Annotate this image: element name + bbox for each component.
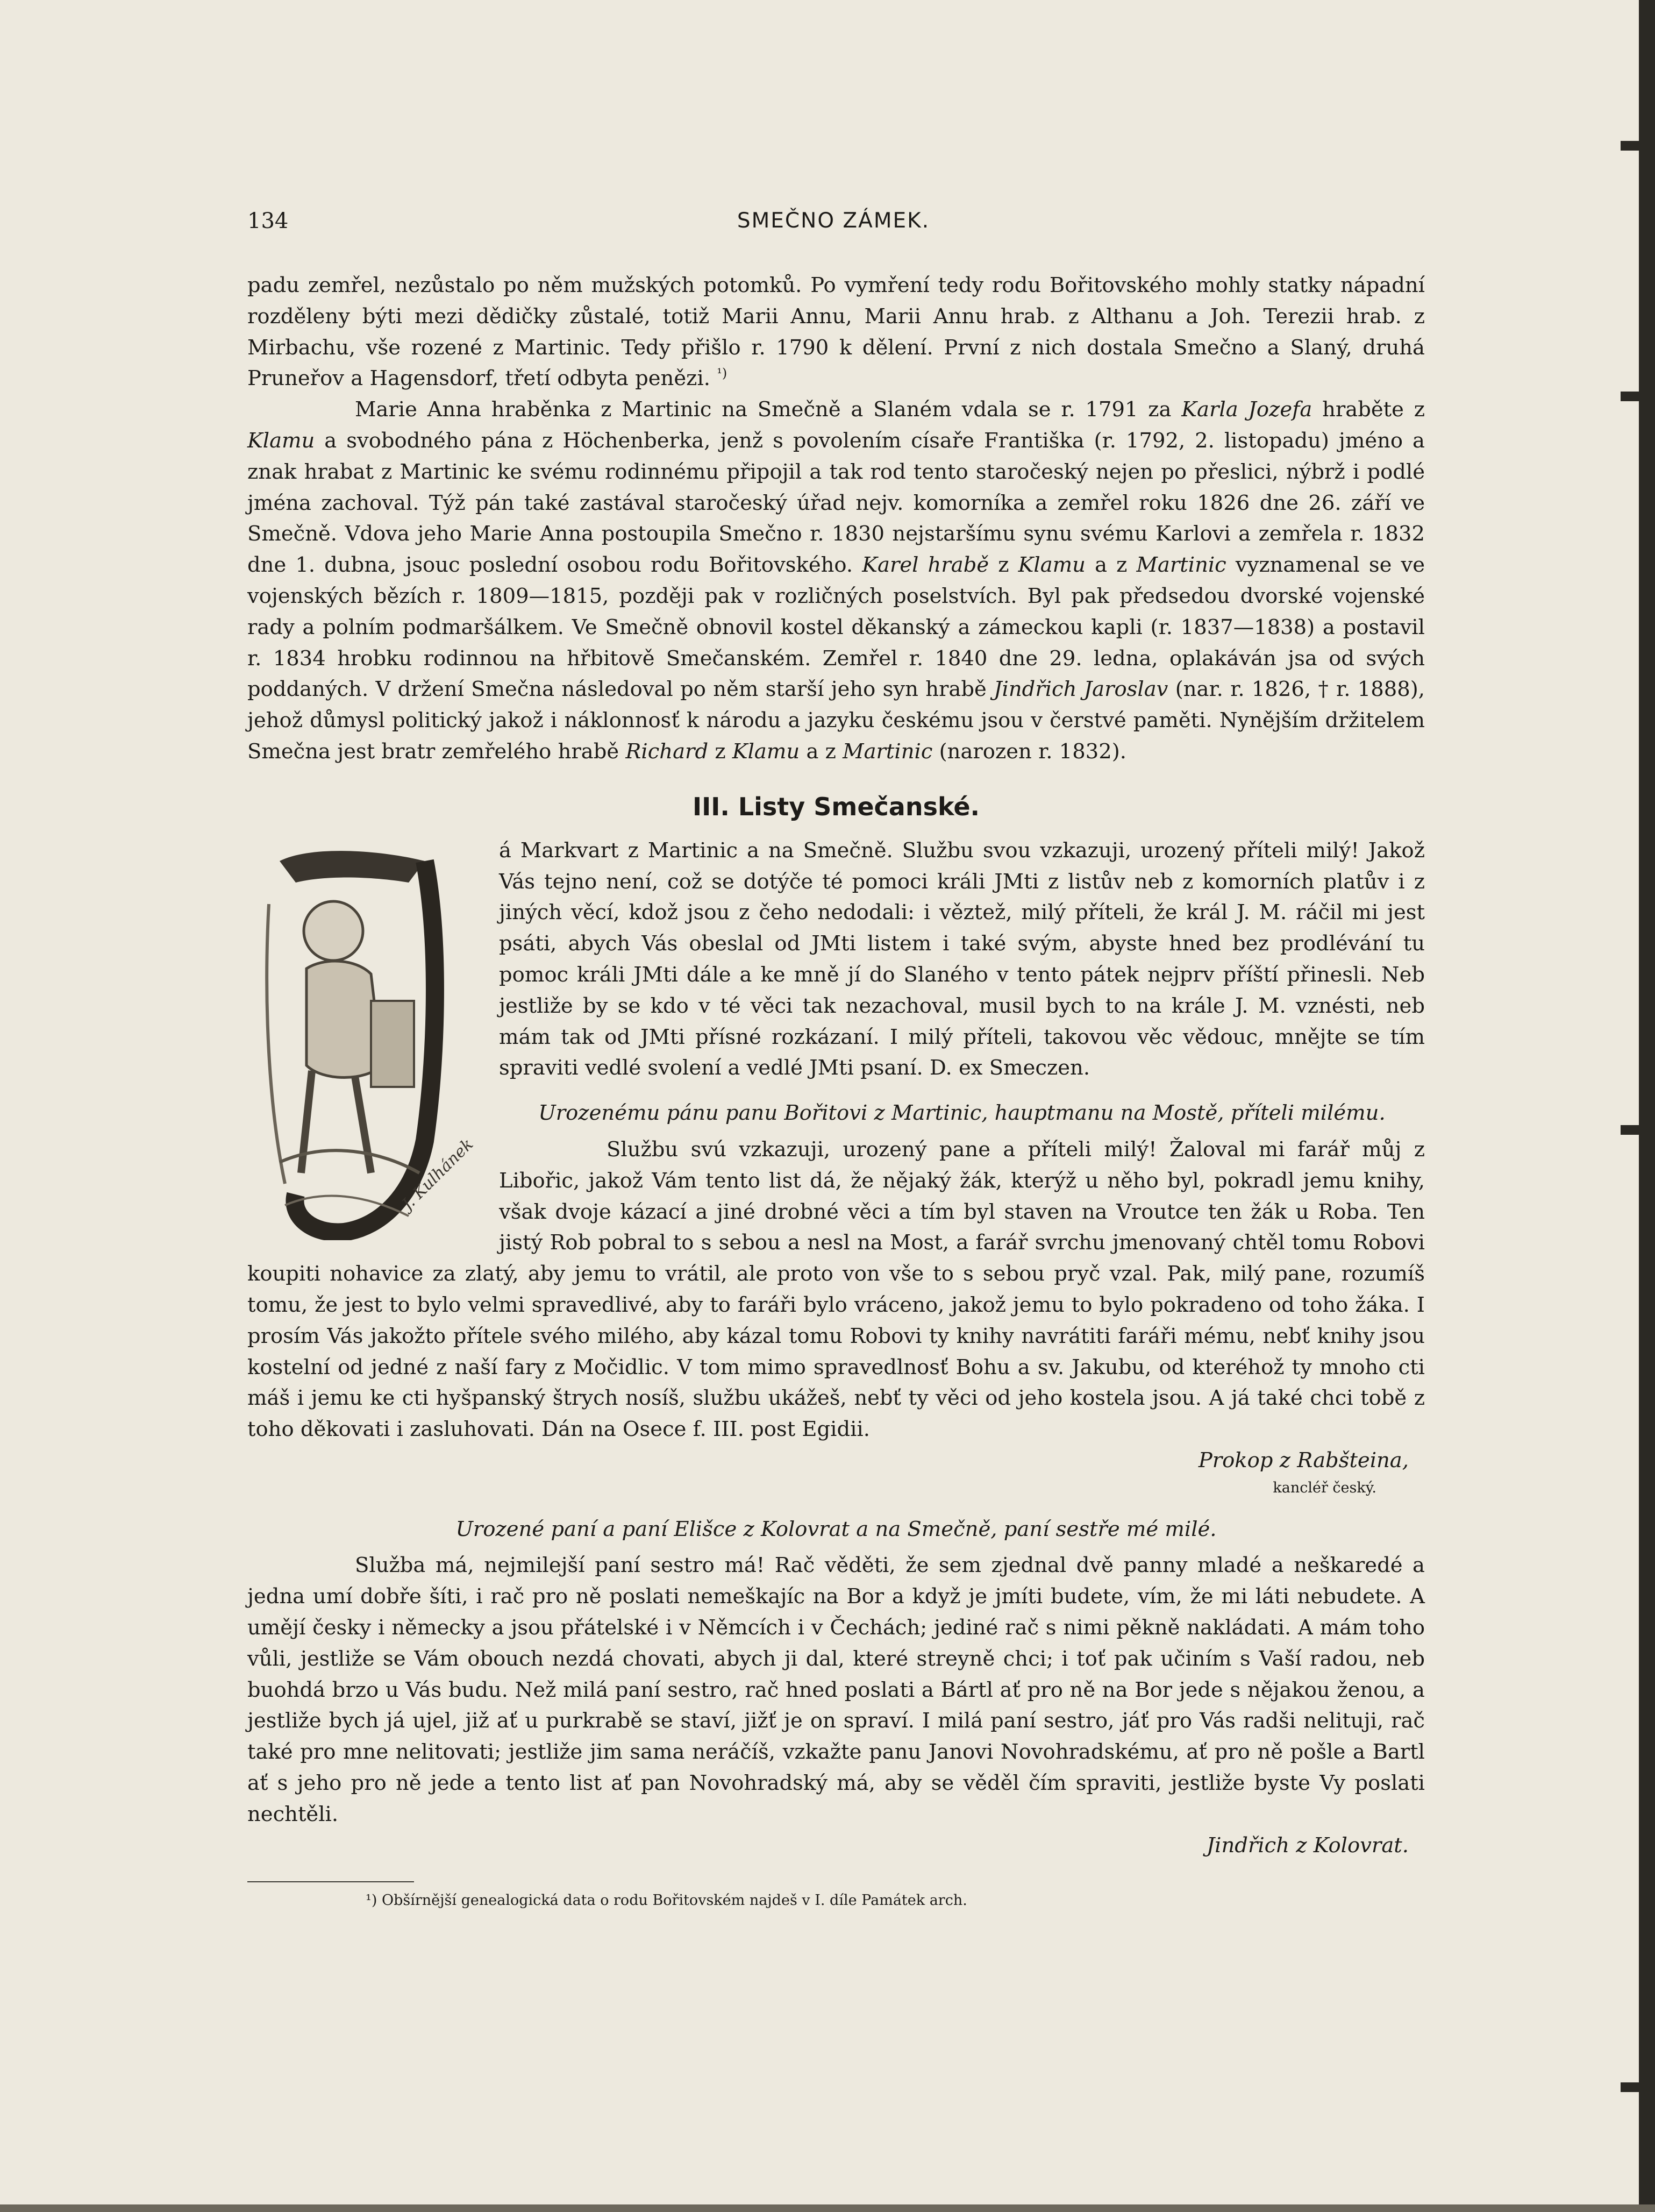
italic-name: Klamu — [247, 428, 315, 453]
paragraph-text: Marie Anna hraběnka z Martinic na Smečně a Slaném vdala se r. 1791 za — [355, 397, 1182, 422]
section-title: III. Listy Smečanské. — [692, 792, 980, 821]
paragraph-intro-1 — [247, 270, 1425, 394]
italic-name: Karla Jozefa — [1181, 397, 1312, 422]
signature-title: kancléř český. — [1273, 1479, 1376, 1496]
scan-marker — [1621, 1125, 1639, 1135]
scan-edge-bottom — [0, 2204, 1655, 2212]
running-title: SMEČNO ZÁMEK. — [737, 209, 930, 233]
scan-marker — [1621, 2082, 1639, 2092]
paragraph-text: z — [708, 739, 732, 764]
page-body — [247, 270, 1425, 1911]
italic-name: Klamu — [732, 739, 800, 764]
paragraph-text: a z — [1085, 553, 1137, 578]
italic-name: Richard — [625, 739, 709, 764]
letter-2-text: Službu svú vzkazuji, urozený pane a příteli milý! Žaloval mi farář můj z Libořic, jakož Vám tento list dá, že nějaký žák, kterýž u něho byl, pokradl jemu knihy, však dvoje kázací a jiné drobné věci a tím byl staven na Vroutce ten žák u Roba. Ten jistý Rob pobral to s sebou a nesl na Most, a farář svrchu jmenovaný chtěl tomu Robovi koupiti nohavice za zlatý, aby jemu to vrátil, ale proto von vše to s sebou pryč vzal. Pak, milý pane, rozumíš tomu, že jest to bylo velmi spravedlivé, aby to faráři bylo vráceno, jakož jemu to bylo pokradeno od toho žáka. I prosím Vás jakožto přítele svého milého, aby kázal tomu Robovi ty knihy navrátiti faráři mému, nebť knihy jsou kostelní od jedné z naší fary z Močidlic. V tom mimo spravedlnosť Bohu a sv. Jakubu, od kteréhož ty mnoho cti máš i jemu ke cti hyšpanský štrych nosíš, službu ukážeš, nebť ty věci od jeho kostela jsou. A já také chci tobě z toho děkovati i zasluhovati. Dán na Osece f. III. post Egidii. — [247, 1137, 1425, 1442]
scan-edge-right — [1639, 0, 1655, 2212]
footnote-text: Obšírnější genealogická data o rodu Bořitovském najdeš v I. díle Památek arch. — [381, 1892, 967, 1909]
letter-2-heading: Urozenému pánu panu Bořitovi z Martinic, hauptmanu na Mostě, příteli milému. — [538, 1101, 1386, 1126]
italic-name: Martinic — [1136, 553, 1226, 578]
signature-prokop: Prokop z Rabšteina, — [1198, 1448, 1409, 1473]
paragraph-text: (narozen r. 1832). — [932, 739, 1126, 764]
page-number: 134 — [247, 209, 289, 233]
italic-name: Klamu — [1018, 553, 1086, 578]
footnote-rule — [247, 1881, 414, 1882]
signature-jindrich: Jindřich z Kolovrat. — [1206, 1833, 1409, 1858]
decorated-initial-J-icon — [247, 840, 484, 1240]
artist-signature: J. Kulhánek — [398, 1135, 477, 1214]
paragraph-text: vyznamenal se ve vojenských bězích r. 1809—1815, později pak v rozličných poselstvích. Byl pak předsedou dvorské vojenské rady a polním podmaršálkem. Ve Smečně obnovil kostel děkanský a zámeckou kapli (r. 1837—1838) a postavil r. 1834 hrobku rodinnou na hřbitově Smečanském. Zemřel r. 1840 dne 29. ledna, oplakáván jsa od svých poddaných. V držení Smečna následoval po něm starší jeho syn hrabě — [247, 553, 1425, 702]
paragraph-text: (nar. r. 1826, † r. 1888), jehož důmysl politický jakož i náklonnosť k národu a jazyku českému jsou v čerstvé paměti. Nynějším držitelem Smečna jest bratr zemřelého hrabě — [247, 677, 1425, 764]
letter-3-text: Služba má, nejmilejší paní sestro má! Rač věděti, že sem zjednal dvě panny mladé a neškaredé a jedna umí dobře šíti, i rač pro ně poslati nemeškajíc na Bor a když je jmíti budete, vím, že mi láti nebudete. A umějí česky i německy a jsou přátelské i v Němcích i v Čechách; jediné rač s nimi pěkně nakládati. A mám toho vůli, jestliže se Vám obouch nezdá chovati, abych ji dal, které streyně chci; i toť pak učiním s Vaší radou, neb buohdá brzo u Vás budu. Než milá paní sestro, rač hned poslati a Bártl ať pro ně na Bor jede s nějakou ženou, a jestliže bych já ujel, již ať u purkrabě se staví, jižť je on spraví. I milá paní sestro, jáť pro Vás radši nelituji, rač také pro mne nelitovati; jestliže jim sama neráčíš, vzkažte panu Janovi Novohradskému, ať pro ně pošle a Bartl ať s jeho pro ně jede a tento list ať pan Novohradský má, aby se věděl čím spraviti, jestliže byste Vy poslati nechtěli. — [247, 1553, 1425, 1826]
footnote — [247, 1890, 1425, 1911]
italic-name: Jindřich Jaroslav — [994, 677, 1168, 702]
page-header — [247, 209, 1419, 241]
scan-marker — [1621, 392, 1639, 401]
paragraph-text: a svobodného pána z Höchenberka, jenž s povolením císaře Františka (r. 1792, 2. listopadu) jméno a znak hrabat z Martinic ke svému rodinnému připojil a tak rod tento staročeský nejen po přeslici, nýbrž i podlé jména zachoval. Týž pán také zastával staročeský úřad nejv. komorníka a zemřel roku 1826 dne 26. září ve Smečně. Vdova jeho Marie Anna postoupila Smečno r. 1830 nejstaršímu synu svému Karlovi a zemřela r. 1832 dne 1. dubna, jsouc poslední osobou rodu Bořitovského. — [247, 428, 1425, 578]
letter-1 — [247, 835, 1425, 1445]
paragraph-text: a z — [800, 739, 843, 764]
footnote-mark: ¹) — [366, 1892, 377, 1909]
paragraph-text: padu zemřel, nezůstalo po něm mužských potomků. Po vymření tedy rodu Bořitovského mohly statky nápadní rozděleny býti mezi dědičky zůstalé, totiž Marii Annu, Marii Annu hrab. z Althanu a Joh. Terezii hrab. z Mirbachu, vše rozené z Martinic. Tedy přišlo r. 1790 k dělení. První z nich dostala Smečno a Slaný, druhá Pruneřov a Hagensdorf, třetí odbyta penězi. — [247, 273, 1425, 391]
letter-3-heading: Urozené paní a paní Elišce z Kolovrat a na Smečně, paní sestře mé milé. — [455, 1517, 1217, 1541]
letter-1-text: á Markvart z Martinic a na Smečně. Službu svou vzkazuji, urozený příteli milý! Jakož Vás tejno není, což se dotýče té pomoci králi JMti z listův neb z komorních platův i z jiných věcí, kdož jsou z čeho nedodali: i věztež, milý příteli, že král J. M. ráčil mi jest psáti, abych Vás obeslal od JMti listem i také svým, abyste hned bez prodlévání tu pomoc králi JMti dále a ke mně jí do Slaného v tento pátek nejprv příští přinesli. Neb jestliže by se kdo v té věci tak nezachoval, musil bych to na krále J. M. vznésti, neb mám tak od JMti přísné rozkázaní. I milý příteli, takovou věc vědouc, mnějte se tím spraviti vedlé svolení a vedlé JMti psaní. D. ex Smeczen. — [499, 838, 1425, 1080]
italic-name: Karel hrabě — [862, 553, 989, 578]
footnote-ref: ¹) — [717, 366, 727, 381]
scan-marker — [1621, 141, 1639, 151]
paragraph-text: hraběte z — [1312, 397, 1425, 422]
italic-name: Martinic — [843, 739, 933, 764]
paragraph-intro-2 — [247, 394, 1425, 767]
paragraph-text: z — [989, 553, 1018, 578]
